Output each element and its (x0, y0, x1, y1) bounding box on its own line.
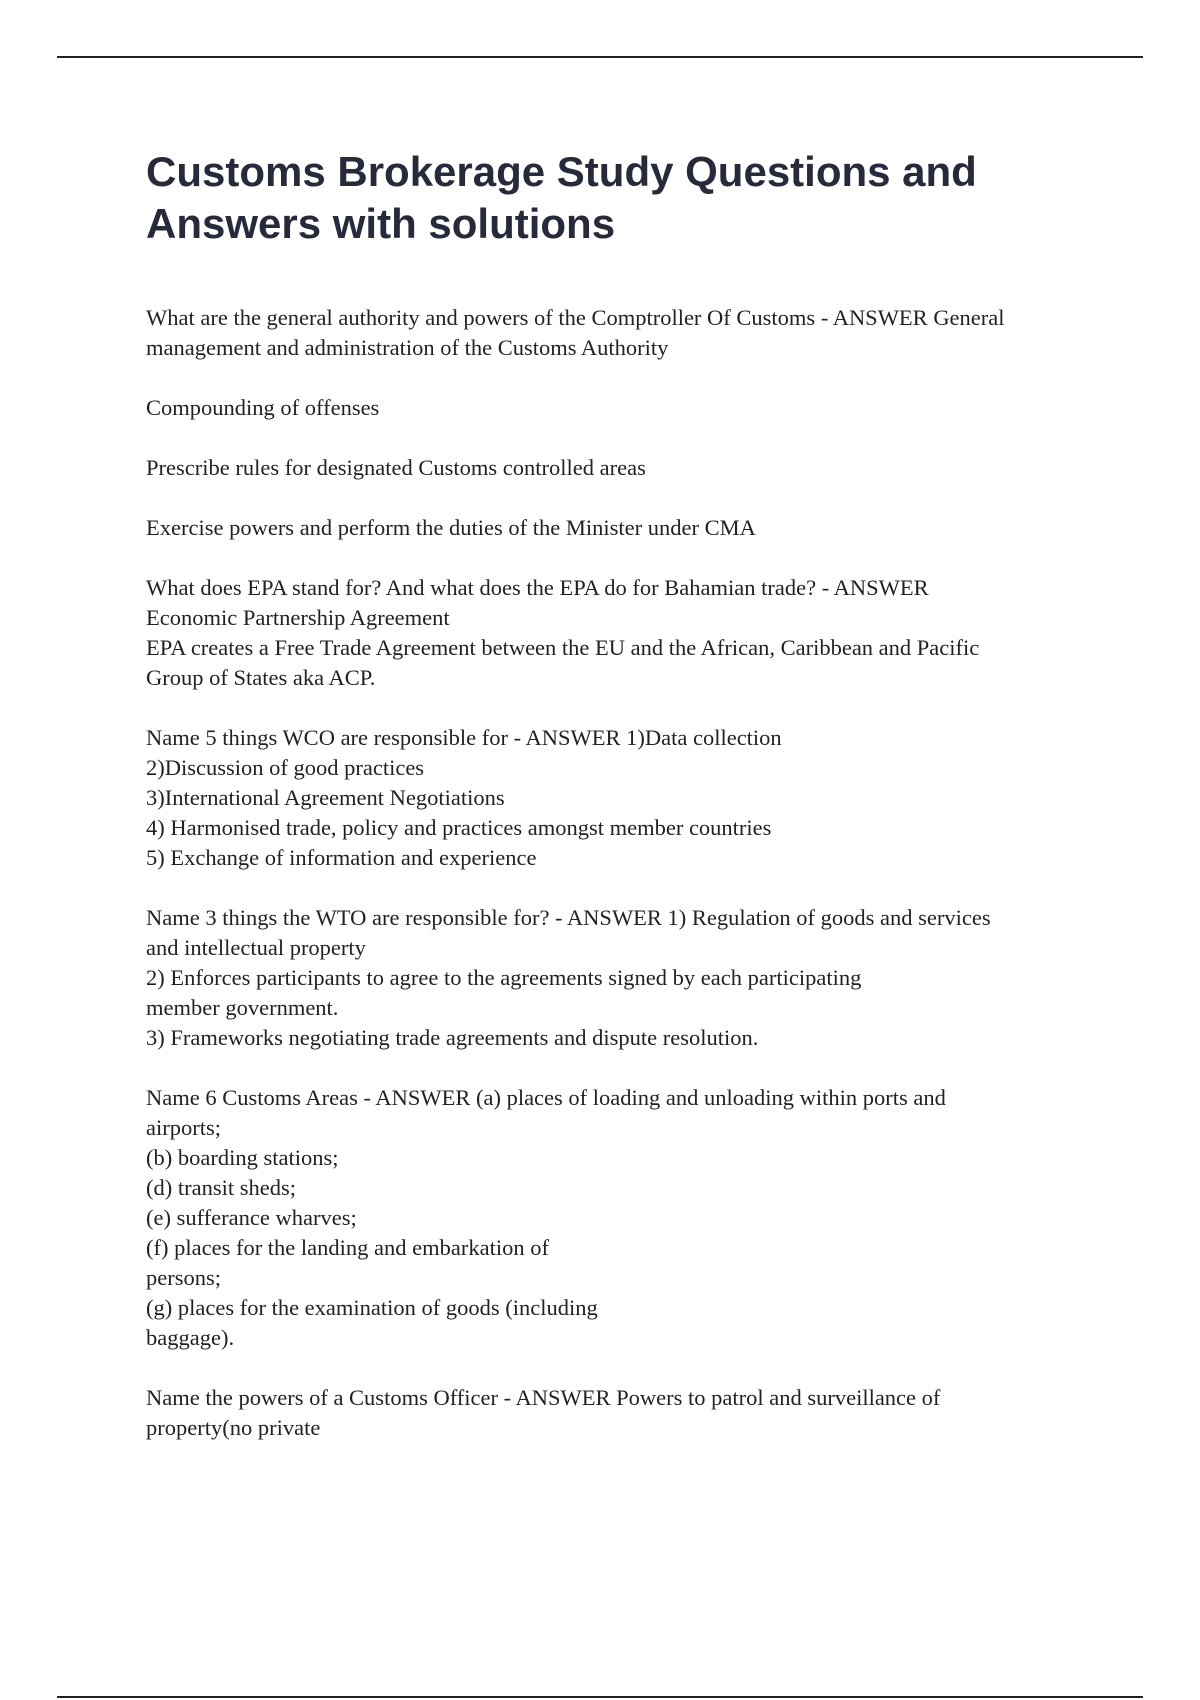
paragraph-wco: Name 5 things WCO are responsible for - ANSWER 1)Data collection 2)Discussion of good practices 3)International Agreement Negotiations 4) Harmonised trade, policy and practices amongst member countries 5) Exchange of information and experience (146, 725, 782, 870)
paragraph-compounding: Compounding of offenses (146, 395, 380, 420)
paragraph-wto: Name 3 things the WTO are responsible for? - ANSWER 1) Regulation of goods and services and intellectual property 2) Enforces participants to agree to the agreements signed by each participating member government. 3) Frameworks negotiating trade agreements and dispute resolution. (146, 905, 991, 1050)
bottom-rule (57, 1696, 1143, 1698)
paragraph-comptroller-powers: What are the general authority and powers of the Comptroller Of Customs - ANSWER General management and administration of the Customs Authority (146, 305, 1005, 360)
paragraph-customs-areas: Name 6 Customs Areas - ANSWER (a) places of loading and unloading within ports and airports; (b) boarding stations; (d) transit sheds; (e) sufferance wharves; (f) places for the landing and embarkation of persons; (g) places for the examination of goods (including baggage). (146, 1085, 946, 1350)
document-body (146, 303, 1086, 1443)
document-title: Customs Brokerage Study Questions and Answers with solutions (146, 148, 977, 247)
paragraph-exercise-powers: Exercise powers and perform the duties of the Minister under CMA (146, 515, 756, 540)
paragraph-prescribe-rules: Prescribe rules for designated Customs controlled areas (146, 455, 646, 480)
top-rule (57, 56, 1143, 58)
paragraph-epa: What does EPA stand for? And what does the EPA do for Bahamian trade? - ANSWER Economic Partnership Agreement EPA creates a Free Trade Agreement between the EU and the African, Caribbean and Pacific Group of States aka ACP. (146, 575, 980, 690)
paragraph-customs-officer: Name the powers of a Customs Officer - ANSWER Powers to patrol and surveillance of property(no private (146, 1385, 941, 1440)
